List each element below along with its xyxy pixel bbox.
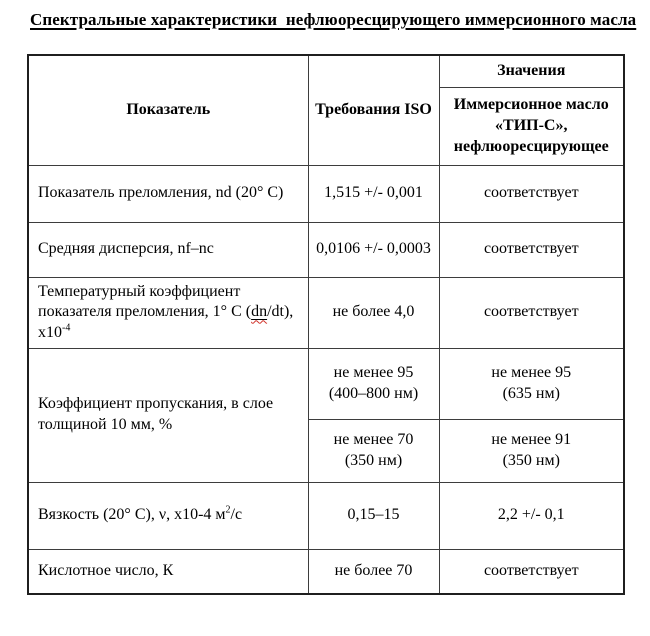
header-cell-values-group: Значения [439, 55, 624, 87]
transmittance-iso-b-line2: (350 нм) [344, 451, 403, 469]
table-row-transmittance-a [28, 348, 624, 419]
superscript-exponent: -4 [62, 322, 71, 334]
cell-viscosity-value: 2,2 +/- 0,1 [439, 482, 624, 549]
spec-table [27, 54, 625, 595]
cell-transmittance-value-b [439, 419, 624, 482]
cell-temp-coefficient-value: соответствует [439, 277, 624, 348]
cell-temp-coefficient-label [28, 277, 308, 348]
viscosity-text-post: /с [230, 506, 243, 524]
table-row-acid-number [28, 549, 624, 594]
page-title-text: Спектральные характеристики нефлюоресцирующего иммерсионного масла [30, 10, 637, 29]
spellcheck-squiggle [251, 303, 267, 320]
cell-refractive-index-value: соответствует [439, 165, 624, 222]
cell-viscosity-iso: 0,15–15 [308, 482, 439, 549]
cell-refractive-index-label: Показатель преломления, nd (20° C) [28, 165, 308, 222]
transmittance-value-b-line1: не менее 91 [491, 430, 572, 448]
cell-dispersion-value: соответствует [439, 222, 624, 277]
transmittance-value-a-line1: не менее 95 [491, 363, 572, 381]
header-cell-iso: Требования ISO [308, 55, 439, 165]
header-row-top [28, 55, 624, 87]
cell-transmittance-label: Коэффициент пропускания, в слое толщиной 10 мм, % [28, 348, 308, 482]
cell-viscosity-label [28, 482, 308, 549]
cell-transmittance-value-a [439, 348, 624, 419]
cell-acid-number-value: соответствует [439, 549, 624, 594]
page-title [30, 9, 650, 30]
transmittance-value-a-line2: (635 нм) [502, 384, 560, 402]
table-row-temp-coefficient [28, 277, 624, 348]
transmittance-iso-a-line1: не менее 95 [333, 363, 414, 381]
cell-transmittance-iso-a [308, 348, 439, 419]
table-row-refractive-index [28, 165, 624, 222]
cell-dispersion-iso: 0,0106 +/- 0,0003 [308, 222, 439, 277]
superscript-squared: 2 [225, 505, 231, 517]
header-cell-indicator: Показатель [28, 55, 308, 165]
viscosity-text: Вязкость (20° C), ν, x10-4 м [38, 506, 226, 524]
table-row-dispersion [28, 222, 624, 277]
cell-acid-number-label: Кислотное число, К [28, 549, 308, 594]
header-cell-values-sub: Иммерсионное масло «ТИП-С», нефлюоресцирующее [439, 87, 624, 165]
cell-acid-number-iso: не более 70 [308, 549, 439, 594]
temp-coefficient-text-mid: /dt), x10 [38, 303, 294, 342]
cell-dispersion-label: Средняя дисперсия, nf–nc [28, 222, 308, 277]
underlined-word: dn [251, 303, 268, 321]
transmittance-iso-a-line2: (400–800 нм) [328, 384, 419, 402]
cell-transmittance-iso-b [308, 419, 439, 482]
temp-coefficient-text: Температурный коэффициент показателя преломления, 1° C ( [38, 282, 252, 321]
cell-temp-coefficient-iso: не более 4,0 [308, 277, 439, 348]
transmittance-value-b-line2: (350 нм) [502, 451, 560, 469]
transmittance-iso-b-line1: не менее 70 [333, 430, 414, 448]
cell-refractive-index-iso: 1,515 +/- 0,001 [308, 165, 439, 222]
table-row-viscosity [28, 482, 624, 549]
